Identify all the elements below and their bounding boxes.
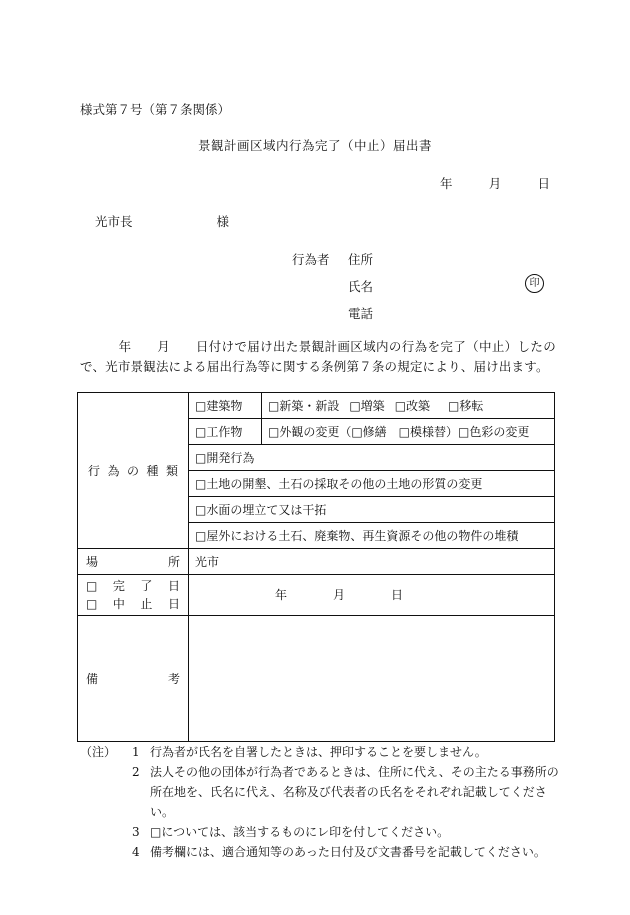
- building-option-extension[interactable]: □増築: [349, 399, 385, 414]
- remarks-header: 備 考: [86, 671, 180, 686]
- place-header-cell: [78, 549, 189, 575]
- remarks-value[interactable]: [189, 615, 555, 741]
- remarks-header-cell: [78, 615, 189, 741]
- kind-header-cell: [78, 393, 189, 549]
- notes-lead: （注）: [80, 745, 117, 759]
- addressee-name: 光市長: [95, 214, 133, 229]
- completion-date-value[interactable]: [189, 575, 555, 615]
- table-date-month: 月: [333, 588, 346, 603]
- suspension-date-header[interactable]: □ 中 止 日: [86, 596, 180, 611]
- water-fill-checkbox[interactable]: □水面の埋立て又は干拓: [189, 497, 555, 523]
- table-date-year: 年: [275, 588, 288, 603]
- declaration-text: 年 月 日付けで届け出た景観計画区域内の行為を完了（中止）したので、光市景観法による届出行為等に関する条例第７条の規定により、届け出ます。: [80, 339, 556, 374]
- building-option-rebuild[interactable]: □改築: [394, 399, 431, 414]
- applicant-role: 行為者: [292, 252, 330, 267]
- land-change-checkbox[interactable]: □土地の開墾、土石の採取その他の土地の形質の変更: [189, 471, 555, 497]
- notification-table: [77, 392, 555, 742]
- development-checkbox[interactable]: □開発行為: [189, 445, 555, 471]
- building-option-new[interactable]: □新築・新設: [268, 399, 340, 414]
- building-option-relocation[interactable]: □移転: [448, 399, 484, 414]
- note-item-continued: 所在地を、氏名に代え、名称及び代表者の氏名をそれぞれ記載してください。: [150, 785, 547, 819]
- outdoor-storage-checkbox[interactable]: □屋外における土石、廃棄物、再生資源その他の物件の堆積: [189, 523, 555, 549]
- place-header: 場 所: [86, 555, 180, 570]
- note-item: 2 法人その他の団体が行為者であるときは、住所に代え、その主たる事務所の: [132, 765, 559, 779]
- applicant-name-label: 氏名: [348, 279, 374, 294]
- kind-header: 行 為 の 種 類: [88, 464, 178, 479]
- date-year: 年: [440, 176, 453, 191]
- completion-date-header[interactable]: □ 完 了 日: [86, 578, 180, 593]
- addressee: [95, 212, 229, 230]
- building-options-cell: [262, 393, 555, 419]
- structure-options[interactable]: □外観の変更（□修繕 □模様替）□色彩の変更: [262, 419, 555, 445]
- seal-mark-icon: 印: [525, 274, 544, 293]
- document-title: 景観計画区域内行為完了（中止）届出書: [197, 138, 432, 153]
- date-day: 日: [537, 176, 550, 191]
- building-options: [268, 397, 548, 414]
- place-value[interactable]: 光市: [189, 549, 555, 575]
- form-number-label: 様式第７号（第７条関係）: [80, 102, 231, 117]
- building-checkbox[interactable]: □建築物: [189, 393, 262, 419]
- note-item: 4 備考欄には、適合通知等のあった日付及び文書番号を記載してください。: [132, 845, 546, 859]
- applicant-address-label: 住所: [348, 252, 374, 267]
- note-item: 3 □については、該当するものにレ印を付してください。: [132, 825, 450, 839]
- note-item: （注） 1 行為者が氏名を自署したときは、押印することを要しません。: [80, 742, 560, 762]
- addressee-honorific: 様: [216, 214, 230, 229]
- notes-section: [80, 742, 560, 862]
- completion-suspension-header-cell: [78, 575, 189, 615]
- table-date-day: 日: [391, 588, 404, 603]
- applicant-phone-label: 電話: [348, 306, 374, 321]
- submission-date: [440, 174, 550, 192]
- structure-checkbox[interactable]: □工作物: [189, 419, 262, 445]
- date-month: 月: [488, 176, 502, 191]
